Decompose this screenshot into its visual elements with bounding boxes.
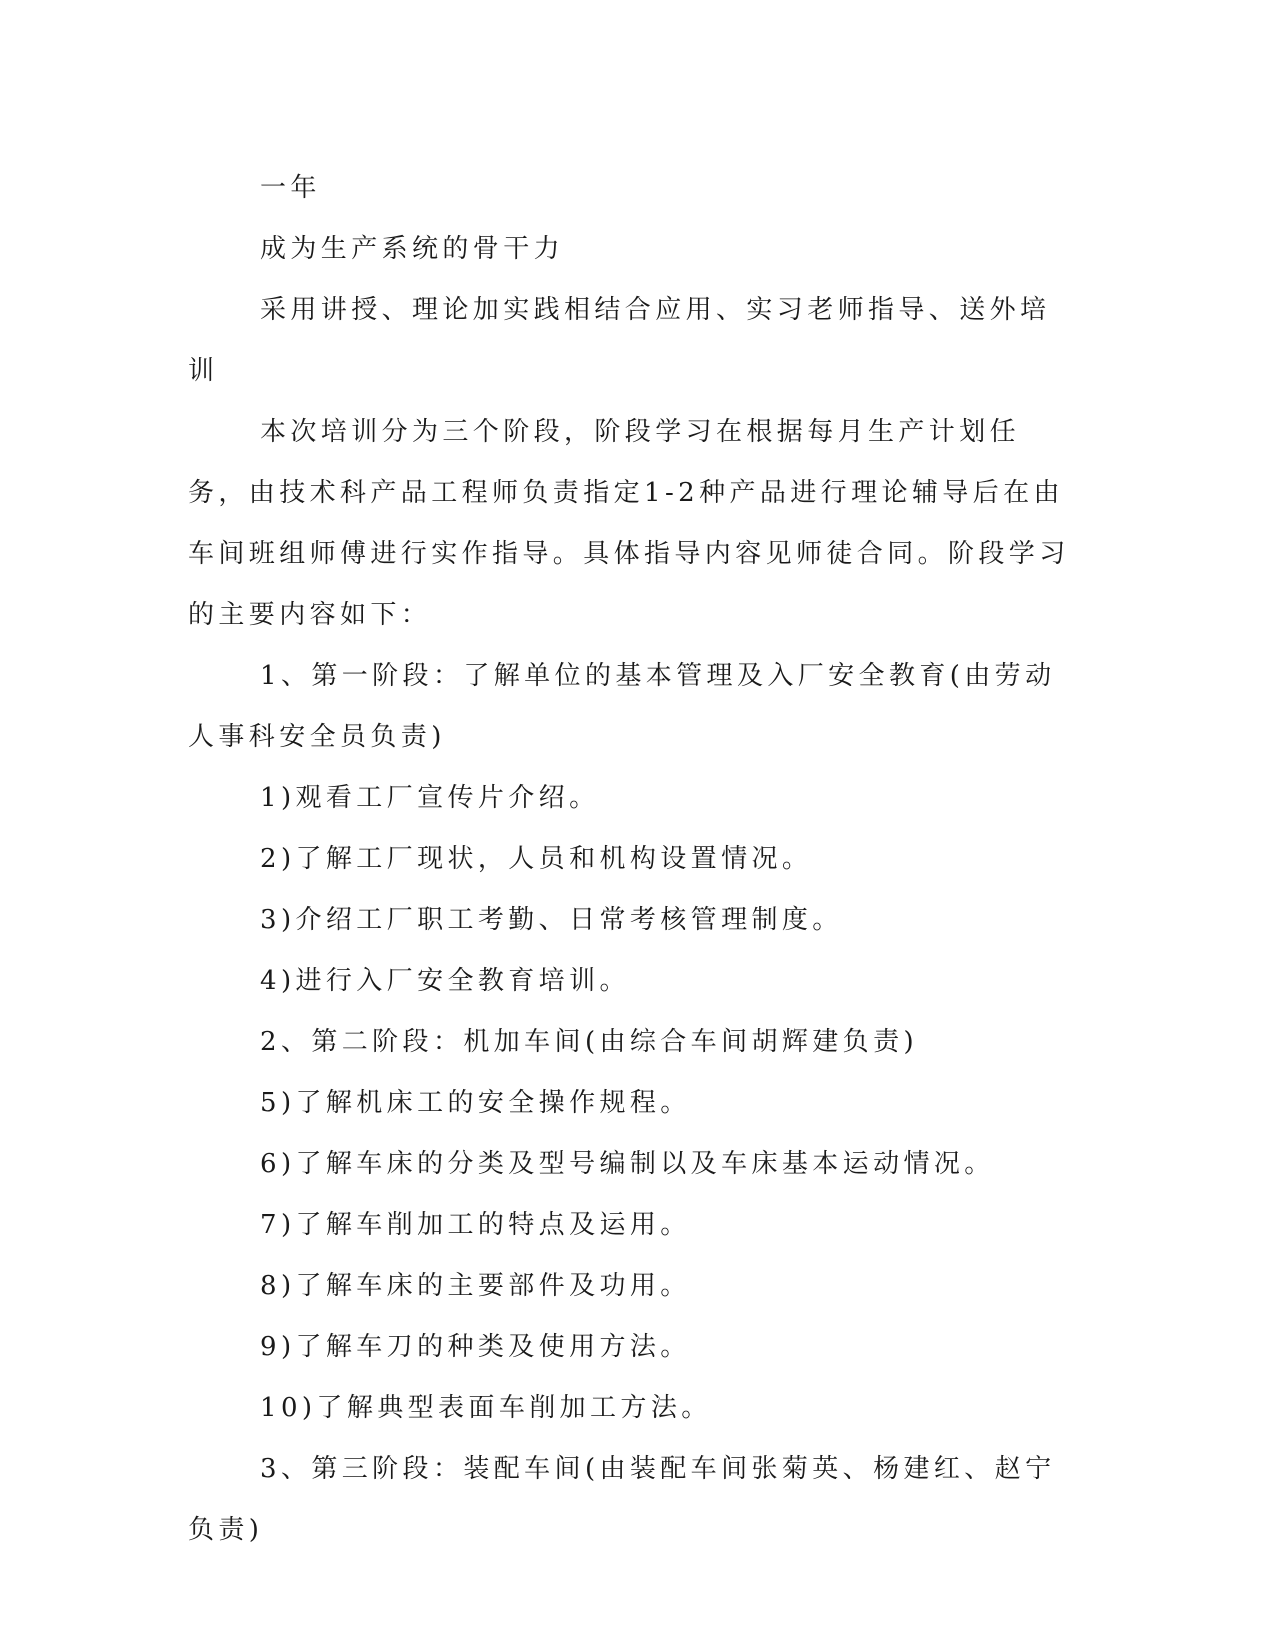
list-item: 7)了解车削加工的特点及运用。 (260, 1210, 691, 1240)
paragraph-method: 采用讲授、理论加实践相结合应用、实习老师指导、送外培训 (188, 295, 1051, 386)
list-item: 6)了解车床的分类及型号编制以及车床基本运动情况。 (260, 1149, 995, 1179)
document-body (188, 158, 1080, 1561)
paragraph-stage-one: 1、第一阶段：了解单位的基本管理及入厂安全教育(由劳动人事科安全员负责) (188, 661, 1056, 752)
paragraph-training-overview: 本次培训分为三个阶段，阶段学习在根据每月生产计划任务，由技术科产品工程师负责指定1-2种产品进行理论辅导后在由车间班组师傅进行实作指导。具体指导内容见师徒合同。阶段学习的主要内容如下： (188, 417, 1070, 630)
paragraph-goal: 成为生产系统的骨干力 (260, 234, 565, 264)
list-item: 4)进行入厂安全教育培训。 (260, 966, 630, 996)
list-item: 10)了解典型表面车削加工方法。 (260, 1393, 712, 1423)
list-item: 8)了解车床的主要部件及功用。 (260, 1271, 691, 1301)
list-item: 1)观看工厂宣传片介绍。 (260, 783, 600, 813)
list-item: 2)了解工厂现状，人员和机构设置情况。 (260, 844, 813, 874)
list-item: 3)介绍工厂职工考勤、日常考核管理制度。 (260, 905, 843, 935)
paragraph-duration: 一年 (260, 173, 321, 203)
list-item: 5)了解机床工的安全操作规程。 (260, 1088, 691, 1118)
paragraph-stage-three: 3、第三阶段：装配车间(由装配车间张菊英、杨建红、赵宁负责) (188, 1454, 1056, 1545)
list-item: 9)了解车刀的种类及使用方法。 (260, 1332, 691, 1362)
paragraph-stage-two: 2、第二阶段：机加车间(由综合车间胡辉建负责) (260, 1027, 919, 1057)
